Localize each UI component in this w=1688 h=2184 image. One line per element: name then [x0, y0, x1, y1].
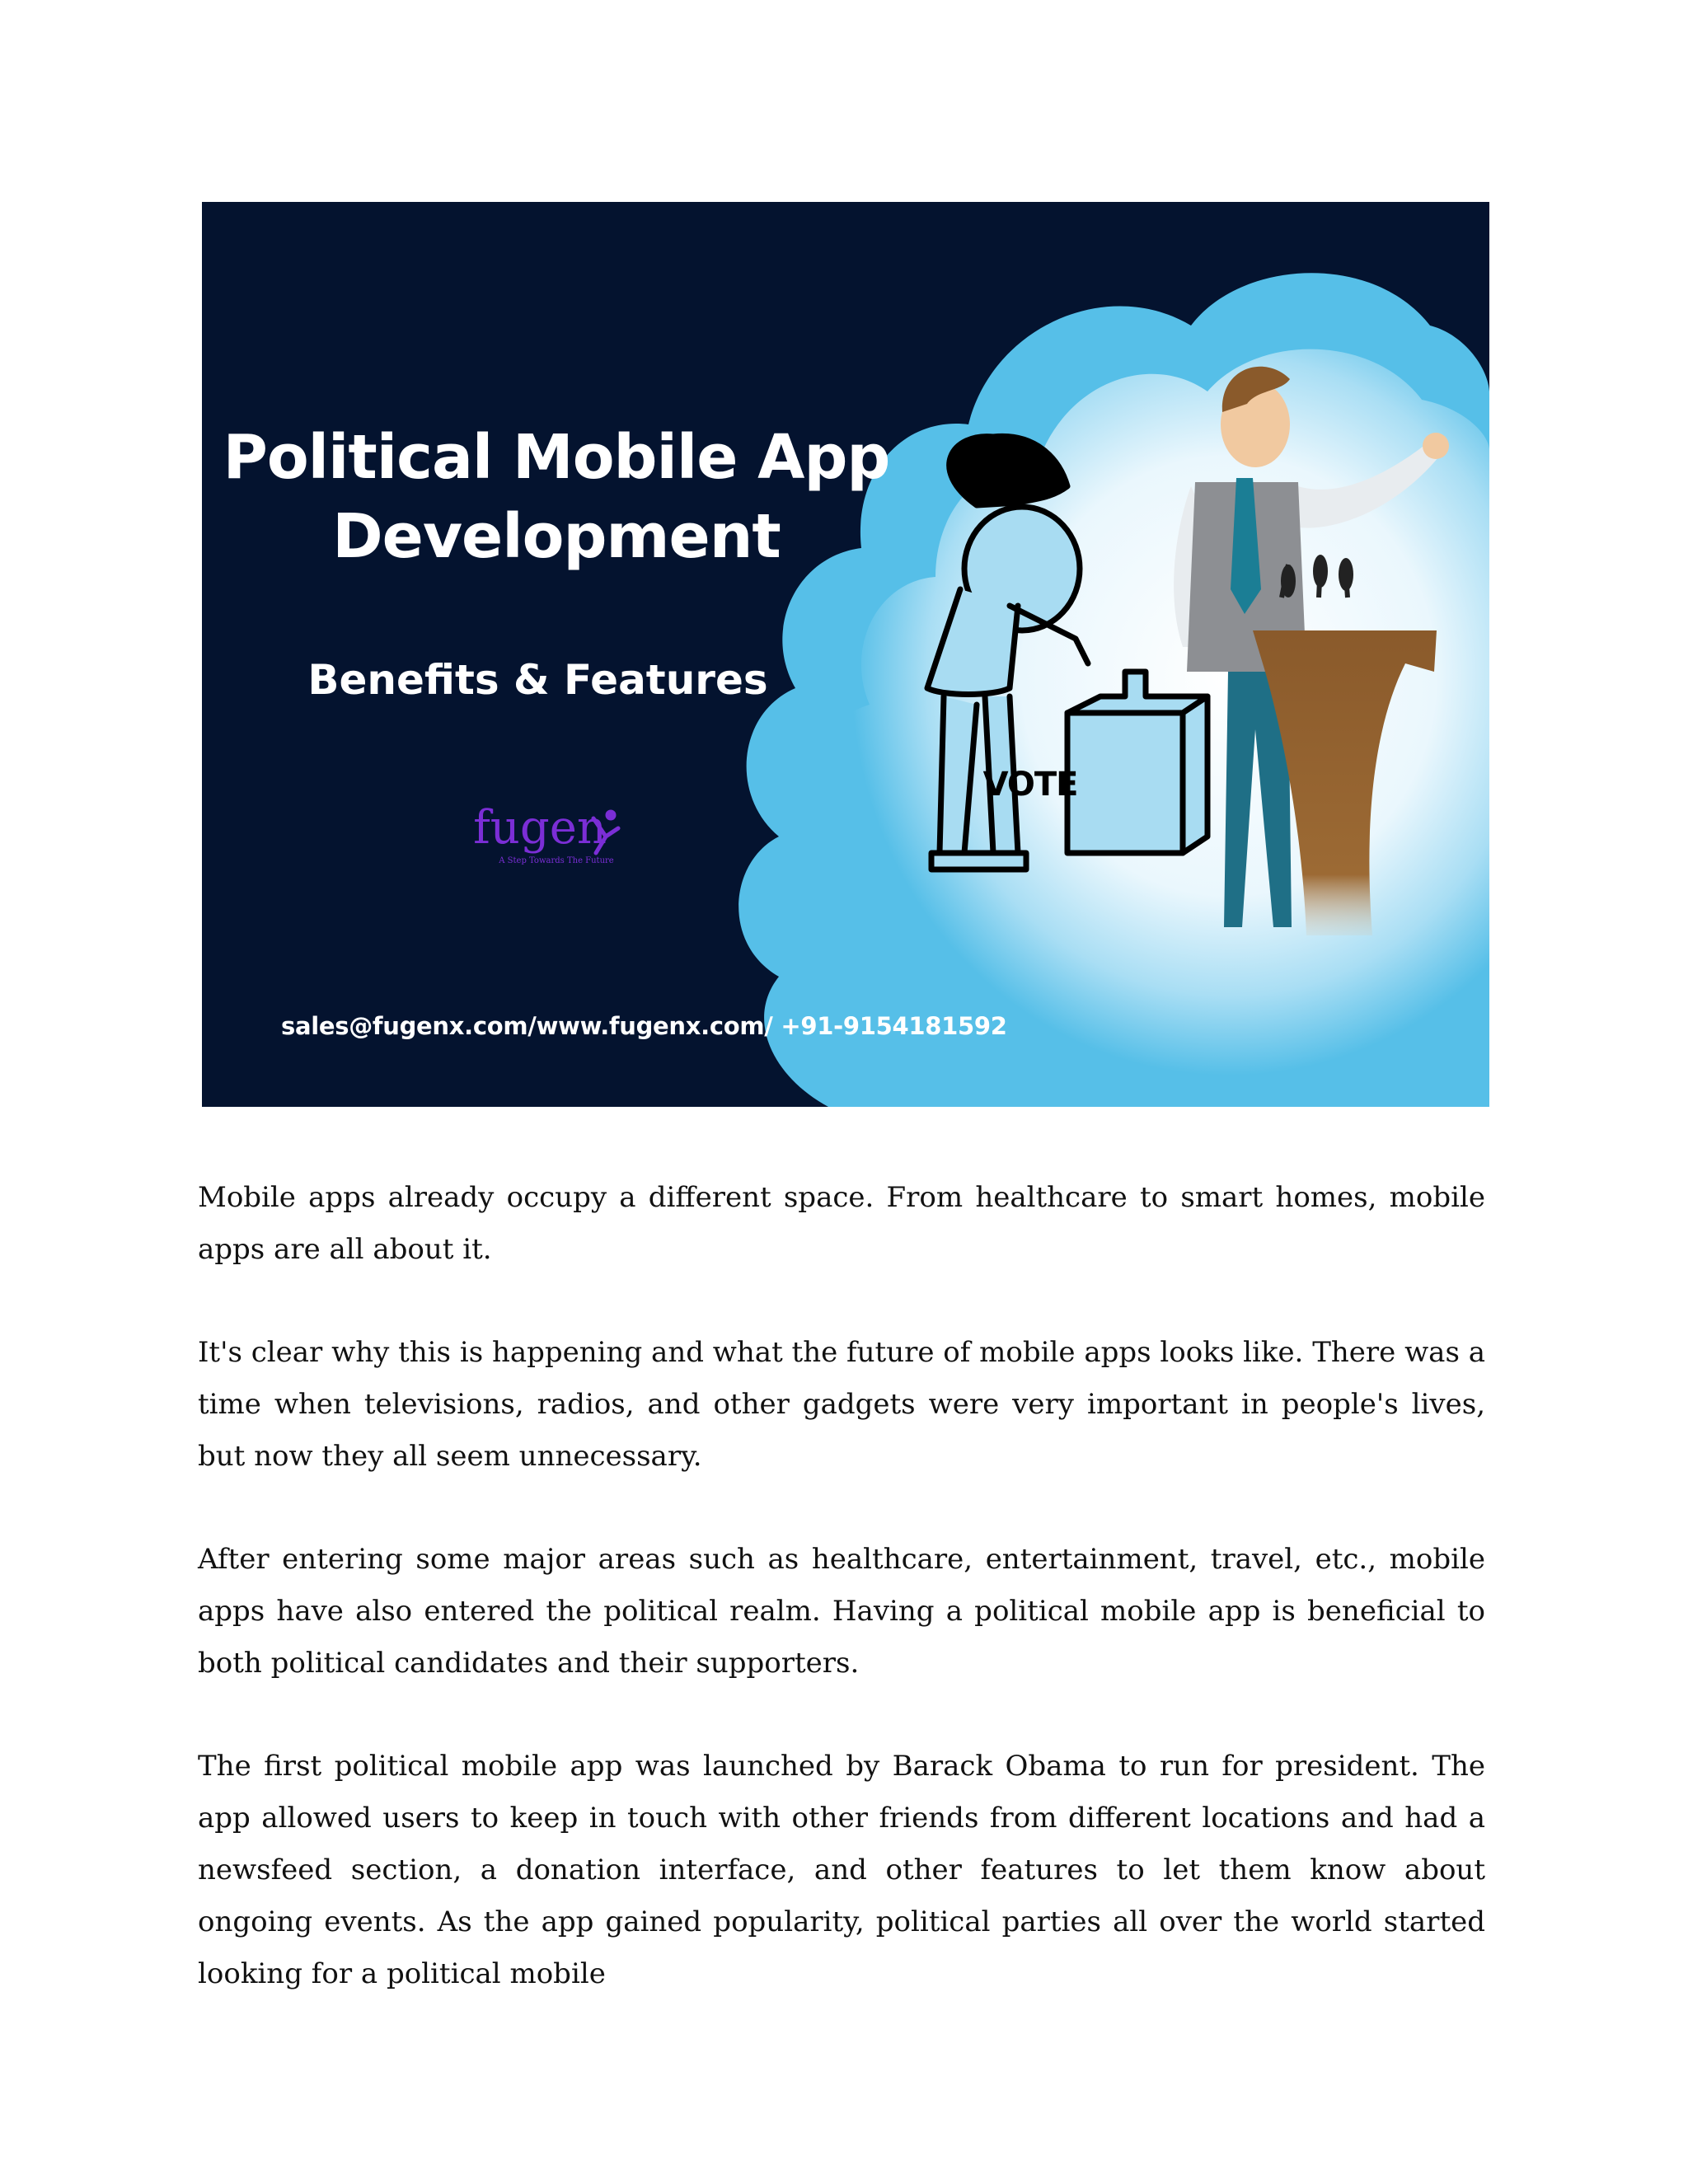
banner-illustration: [202, 202, 1489, 1107]
banner-contact-line: sales@fugenx.com/www.fugenx.com/ +91-9154181592: [281, 1012, 1007, 1040]
banner-title-line1: Political Mobile App: [223, 422, 890, 493]
banner-title-line2: Development: [332, 501, 781, 572]
article-body: [198, 1172, 1485, 2051]
ballot-box-label: VOTE: [982, 766, 1078, 804]
paragraph-2: It's clear why this is happening and what the future of mobile apps looks like. There was a time when televisions, radios, and other gadgets were very important in people's lives, but now they all seem unnecessary.: [198, 1336, 1485, 1473]
paragraph-4: The first political mobile app was launched by Barack Obama to run for president. The app allowed users to keep in touch with other friends from different locations and had a newsfeed section, a donation interface, and other features to let them know about ongoing events. As the app gained popularity, political parties all over the world started looking for a political mobile: [198, 1750, 1485, 1990]
banner-subtitle: Benefits & Features: [307, 656, 768, 704]
hero-banner-image: [202, 202, 1489, 1107]
paragraph-3: After entering some major areas such as healthcare, entertainment, travel, etc., mobile apps have also entered the political realm. Having a political mobile app is beneficial to both political candidates and their supporters.: [198, 1543, 1485, 1680]
paragraph-1: Mobile apps already occupy a different space. From healthcare to smart homes, mobile apps are all about it.: [198, 1181, 1485, 1266]
fugenx-logo-text: fugen: [473, 801, 607, 855]
banner-title: [202, 418, 911, 576]
fugenx-logo-tagline: A Step Towards The Future: [499, 856, 614, 865]
